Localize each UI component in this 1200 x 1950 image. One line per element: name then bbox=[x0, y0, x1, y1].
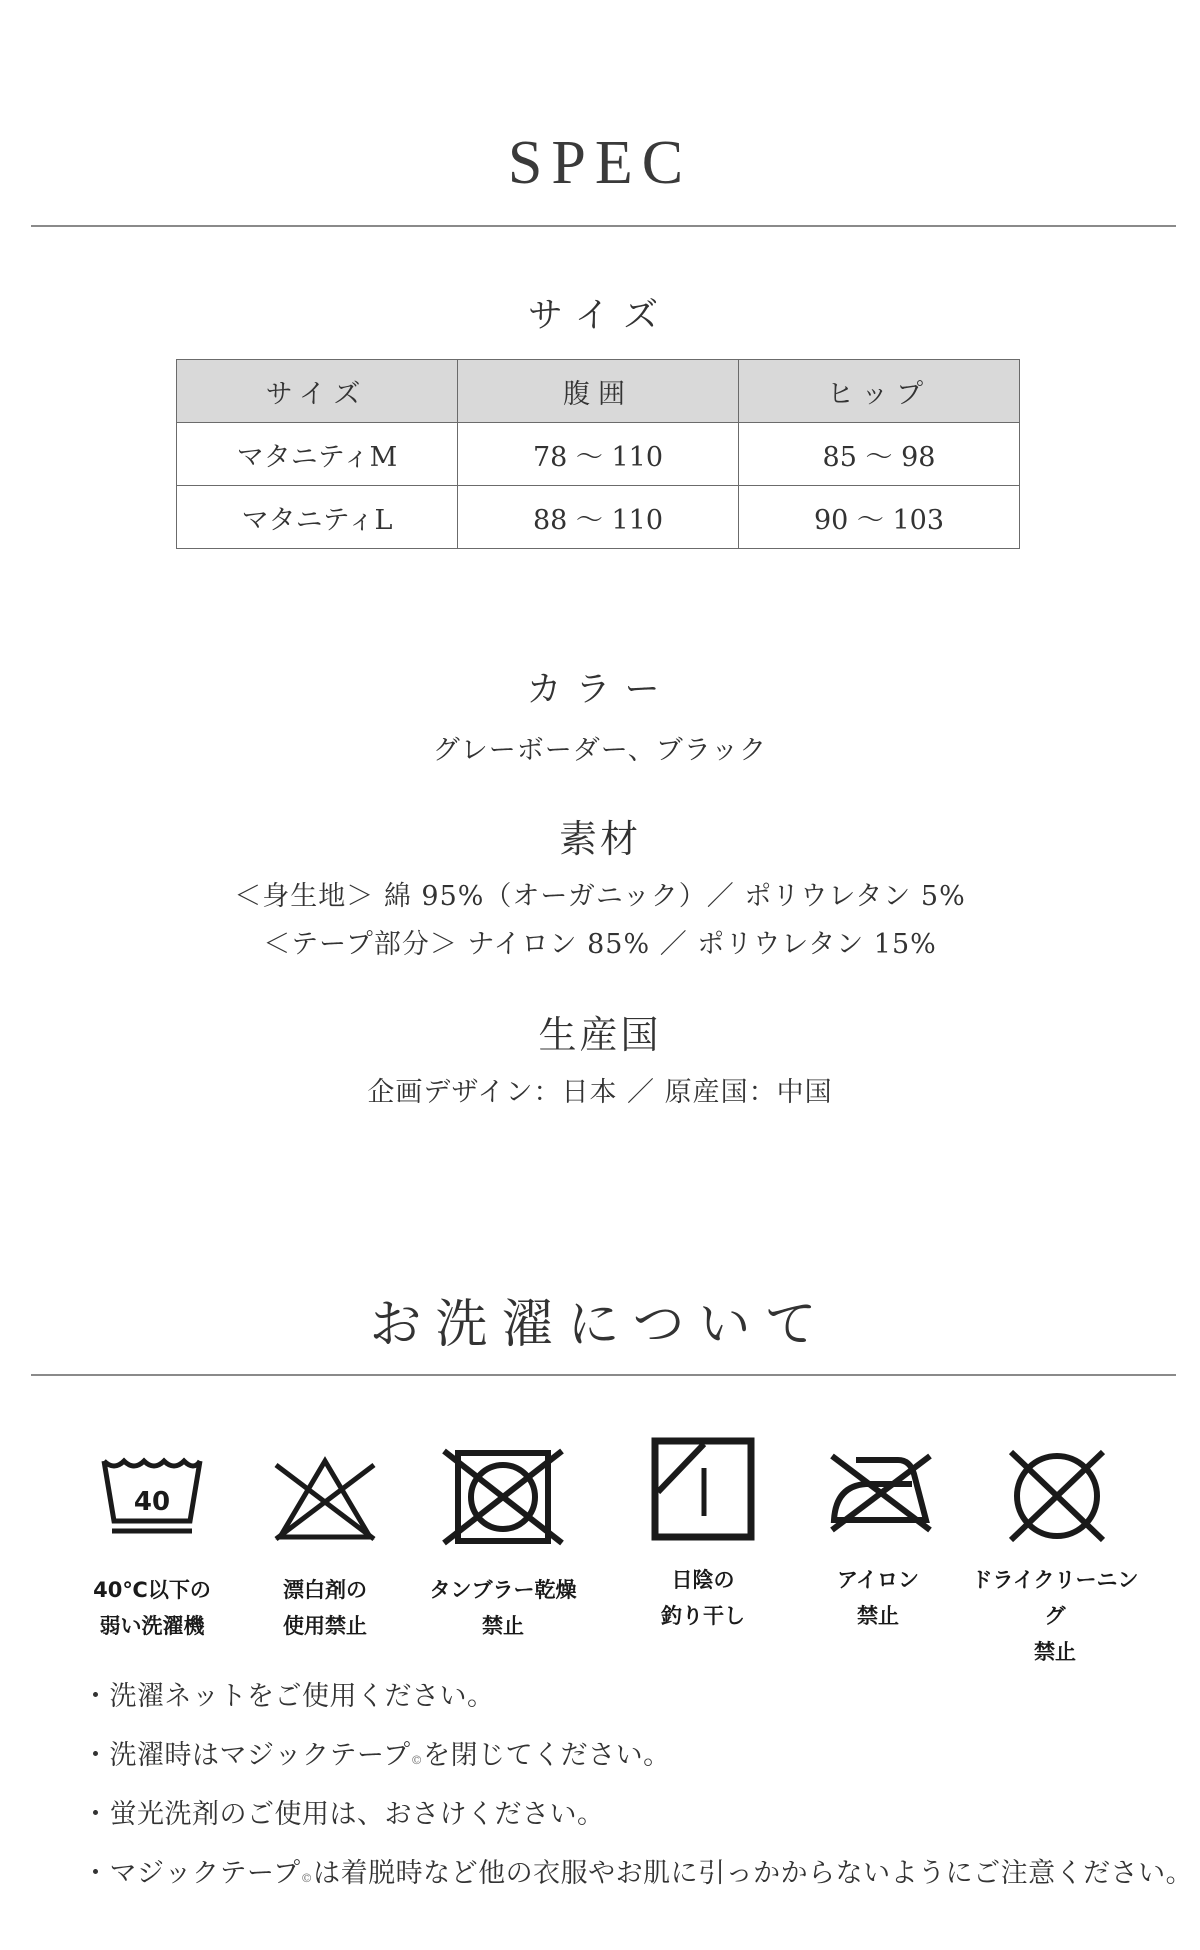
icon-label-line: 40℃以下の bbox=[93, 1578, 211, 1602]
registered-mark: © bbox=[410, 1753, 424, 1767]
care-note bbox=[82, 1851, 1193, 1890]
size-table-header: ヒップ bbox=[739, 360, 1020, 423]
material-heading: 素材 bbox=[558, 817, 641, 861]
icon-label bbox=[788, 1562, 968, 1634]
table-row bbox=[177, 486, 1020, 549]
no-tumble-dry-icon bbox=[440, 1445, 566, 1549]
washing-title: お洗濯について bbox=[369, 1295, 831, 1355]
care-note bbox=[82, 1733, 671, 1772]
icon-label-line: 使用禁止 bbox=[283, 1614, 367, 1638]
icon-label bbox=[413, 1572, 593, 1644]
table-cell: 85 〜 98 bbox=[739, 423, 1020, 486]
care-note-text: は着脱時など他の衣服やお肌に引っかからないようにご注意ください。 bbox=[313, 1858, 1194, 1889]
icon-label bbox=[965, 1562, 1145, 1670]
icon-label-line: タンブラー乾燥 bbox=[429, 1578, 577, 1602]
care-note: ・蛍光洗剤のご使用は、おさけください。 bbox=[82, 1799, 605, 1830]
care-note-text: ・洗濯時はマジックテープ bbox=[82, 1740, 411, 1771]
care-note: ・洗濯ネットをご使用ください。 bbox=[82, 1681, 495, 1712]
no-bleach-icon bbox=[270, 1455, 380, 1543]
care-note-text: を閉じてください。 bbox=[423, 1740, 671, 1771]
icon-label-line: 禁止 bbox=[1034, 1640, 1076, 1664]
size-table-header: 腹囲 bbox=[458, 360, 739, 423]
no-dry-clean-icon bbox=[1005, 1446, 1109, 1546]
line-dry-shade-icon bbox=[650, 1436, 756, 1542]
size-table-header-row bbox=[177, 360, 1020, 423]
icon-label-line: 禁止 bbox=[857, 1604, 899, 1628]
size-table-header: サイズ bbox=[177, 360, 458, 423]
table-cell: 88 〜 110 bbox=[458, 486, 739, 549]
icon-label bbox=[62, 1572, 242, 1644]
table-row bbox=[177, 423, 1020, 486]
icon-label-line: 漂白剤の bbox=[283, 1578, 367, 1602]
material-line: ＜テープ部分＞ ナイロン 85% ／ ポリウレタン 15% bbox=[263, 929, 937, 960]
material-line: ＜身生地＞ 綿 95%（オーガニック）／ ポリウレタン 5% bbox=[234, 881, 966, 912]
icon-label-line: ドライクリーニング bbox=[971, 1568, 1139, 1628]
color-text: グレーボーダー、ブラック bbox=[432, 735, 768, 766]
icon-label-line: 日陰の bbox=[671, 1568, 735, 1592]
table-cell: 90 〜 103 bbox=[739, 486, 1020, 549]
origin-heading: 生産国 bbox=[538, 1013, 662, 1057]
table-cell: 78 〜 110 bbox=[458, 423, 739, 486]
icon-label-line: 禁止 bbox=[482, 1614, 524, 1638]
no-iron-icon bbox=[826, 1450, 936, 1534]
spec-title: SPEC bbox=[507, 129, 693, 197]
registered-mark: © bbox=[300, 1871, 314, 1885]
washing-divider bbox=[31, 1374, 1176, 1376]
size-table bbox=[176, 359, 1020, 549]
table-cell: マタニティL bbox=[177, 486, 458, 549]
wash-temperature-label: 40 bbox=[133, 1487, 171, 1517]
care-note-text: ・マジックテープ bbox=[82, 1858, 301, 1889]
icon-label bbox=[613, 1562, 793, 1634]
wash-40-weak-icon bbox=[100, 1455, 204, 1537]
size-heading: サイズ bbox=[527, 296, 673, 336]
origin-text: 企画デザイン：日本 ／ 原産国：中国 bbox=[367, 1077, 833, 1108]
icon-label-line: 弱い洗濯機 bbox=[99, 1614, 205, 1638]
spec-divider bbox=[31, 225, 1176, 227]
table-cell: マタニティM bbox=[177, 423, 458, 486]
icon-label-line: 釣り干し bbox=[661, 1604, 745, 1628]
icon-label bbox=[235, 1572, 415, 1644]
color-heading: カラー bbox=[526, 670, 674, 710]
icon-label-line: アイロン bbox=[836, 1568, 920, 1592]
